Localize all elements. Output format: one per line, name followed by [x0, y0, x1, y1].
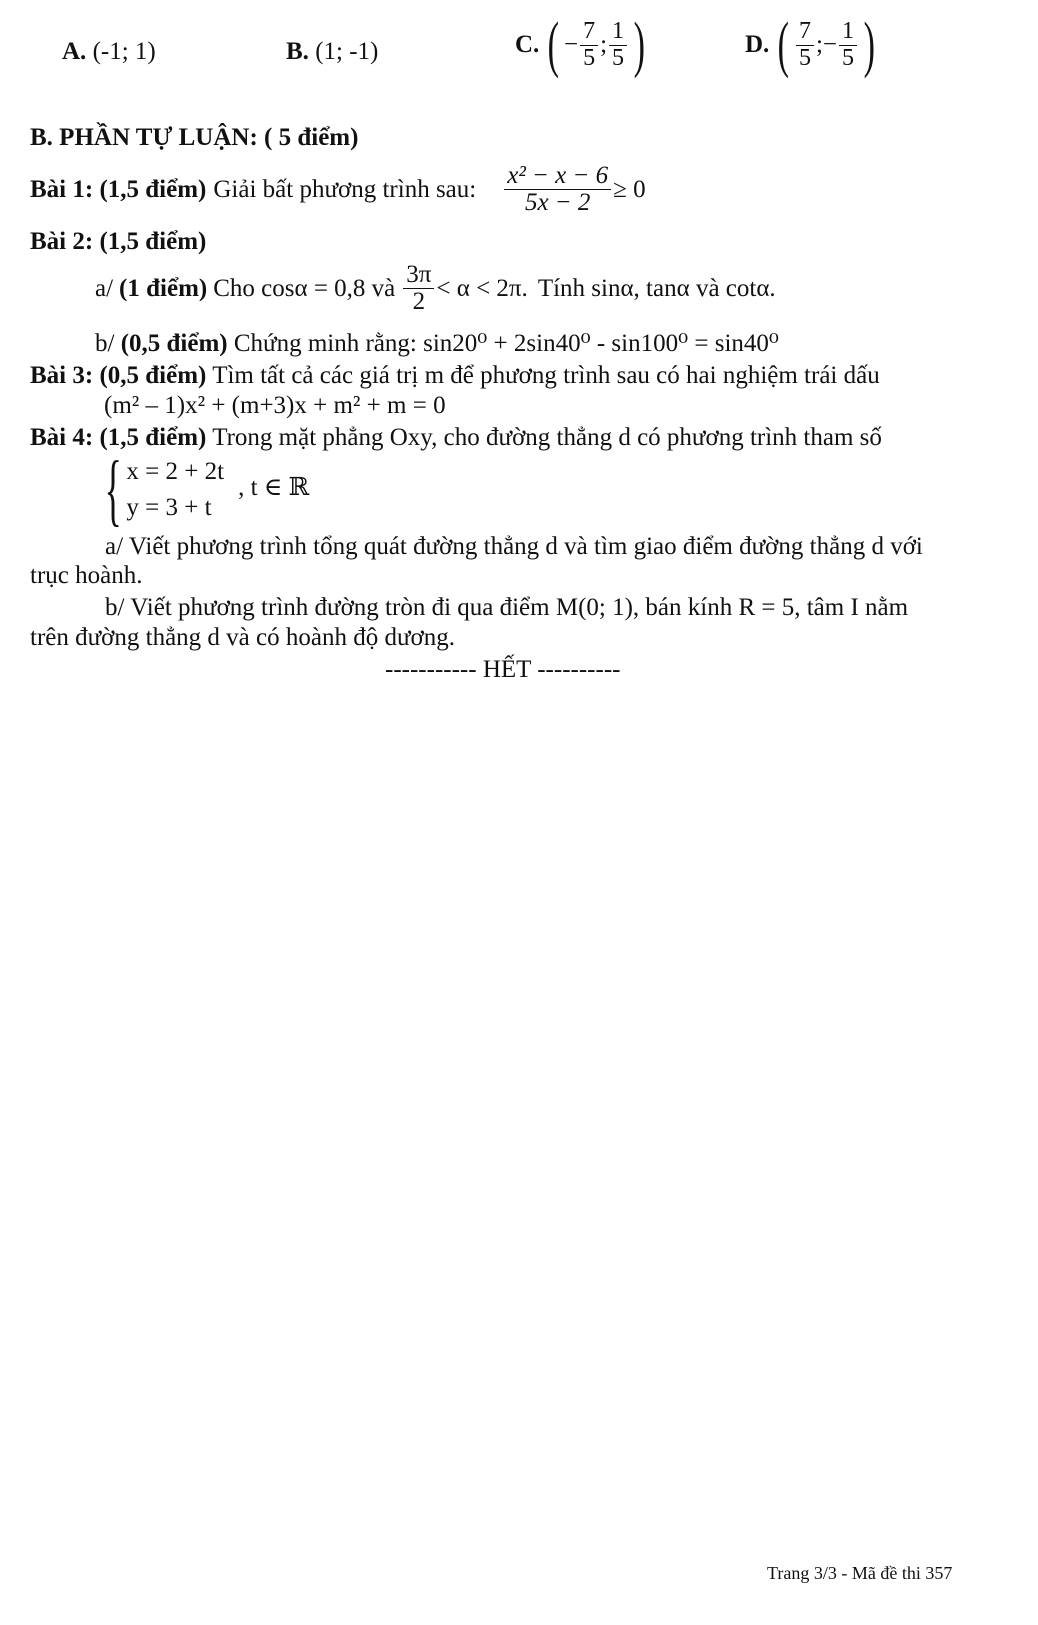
- bai2-a-text3: Tính sinα, tanα và cotα.: [537, 274, 776, 302]
- bai2-b-prefix: b/: [95, 330, 115, 357]
- bai2-b-text: Chứng minh rằng:: [233, 330, 417, 357]
- fraction-denominator: 5: [612, 44, 625, 71]
- option-d-fraction-1: [796, 19, 814, 70]
- bai3: [30, 362, 880, 390]
- fraction-denominator: 5: [842, 44, 855, 71]
- bai2-b-formula: sin20⁰ + 2sin40⁰ - sin100⁰ = sin40⁰: [423, 330, 779, 357]
- minus-sign: −: [563, 31, 579, 58]
- fraction-numerator: 7: [796, 19, 814, 45]
- option-b-label: B.: [286, 38, 309, 65]
- option-c-fraction-2: [609, 19, 627, 70]
- bai1-fraction: [504, 163, 611, 217]
- close-paren: ): [863, 11, 876, 79]
- fraction-numerator: 1: [839, 19, 857, 45]
- bai3-text: Tìm tất cả các giá trị m để phương trình sau có hai nghiệm trái dấu: [212, 362, 880, 389]
- bai4: [30, 424, 882, 452]
- bai1-text: Giải bất phương trình sau:: [213, 175, 477, 203]
- close-paren: ): [633, 11, 646, 79]
- bai4-a-line2: trục hoành.: [30, 562, 143, 589]
- bai2-b: [95, 328, 779, 358]
- open-paren: (: [547, 11, 560, 79]
- section-title-text: B. PHẦN TỰ LUẬN: ( 5 điểm): [30, 124, 359, 151]
- bai4-eq-x: x = 2 + 2t: [126, 458, 225, 485]
- bai2-label: [30, 228, 206, 256]
- fraction-numerator: 7: [580, 19, 598, 45]
- bai2-a-text2: < α < 2π.: [436, 274, 528, 302]
- left-brace: {: [104, 446, 122, 534]
- bai2-b-points: (0,5 điểm): [120, 330, 228, 357]
- fraction-denominator: 5: [583, 44, 596, 71]
- fraction-denominator: 2: [412, 288, 426, 316]
- bai2-a-text1: Cho cosα = 0,8 và: [213, 274, 396, 302]
- semicolon: ;: [600, 31, 608, 58]
- option-a: [62, 38, 156, 66]
- bai4-b-line1: b/ Viết phương trình đường tròn đi qua điểm M(0; 1), bán kính R = 5, tâm I nằm: [105, 594, 909, 621]
- bai2-a-fraction: [403, 262, 434, 316]
- bai1-numerator: x² − x − 6: [504, 163, 611, 190]
- bai2-label-text: Bài 2: (1,5 điểm): [30, 228, 207, 255]
- end-marker: ----------- HẾT ----------: [385, 656, 621, 683]
- option-c-label: C.: [515, 31, 540, 58]
- bai4-a-line1: a/ Viết phương trình tổng quát đường thẳng d và tìm giao điểm đường thẳng d với: [105, 533, 923, 560]
- bai4-label: Bài 4: (1,5 điểm): [30, 424, 207, 451]
- bai4-b-line2: trên đường thẳng d và có hoành độ dương.: [30, 624, 455, 651]
- bai2-a-points: (1 điểm): [119, 274, 208, 302]
- option-d: [745, 11, 880, 79]
- bai4-system: [94, 446, 310, 534]
- option-d-label: D.: [745, 31, 770, 58]
- option-b-value: (1; -1): [315, 38, 379, 65]
- fraction-numerator: 3π: [403, 262, 434, 289]
- bai4-text: Trong mặt phẳng Oxy, cho đường thẳng d có phương trình tham số: [212, 424, 882, 451]
- bai4-eq-y: y = 3 + t: [126, 494, 212, 521]
- bai1-label: Bài 1: (1,5 điểm): [30, 175, 207, 203]
- option-b: [286, 38, 378, 66]
- bai3-equation: (m² – 1)x² + (m+3)x + m² + m = 0: [104, 392, 446, 419]
- bai1: [30, 163, 646, 217]
- option-d-fraction-2: [839, 19, 857, 70]
- bai4-system-equations: [126, 458, 224, 522]
- option-c-fraction-1: [580, 19, 598, 70]
- semicolon: ;−: [815, 31, 838, 58]
- bai2-a-prefix: a/: [95, 274, 114, 302]
- fraction-numerator: 1: [609, 19, 627, 45]
- bai3-label: Bài 3: (0,5 điểm): [30, 362, 207, 389]
- bai1-denominator: 5x − 2: [524, 189, 591, 217]
- section-title: [30, 124, 358, 152]
- option-a-value: (-1; 1): [92, 38, 156, 65]
- bai1-relation: ≥ 0: [613, 175, 646, 203]
- bai4-param: , t ∈ ℝ: [238, 474, 310, 501]
- option-a-label: A.: [62, 38, 87, 65]
- bai2-a: [95, 262, 776, 316]
- fraction-denominator: 5: [798, 44, 811, 71]
- option-c: [515, 11, 650, 79]
- open-paren: (: [777, 11, 790, 79]
- page-footer: Trang 3/3 - Mã đề thi 357: [767, 1563, 953, 1583]
